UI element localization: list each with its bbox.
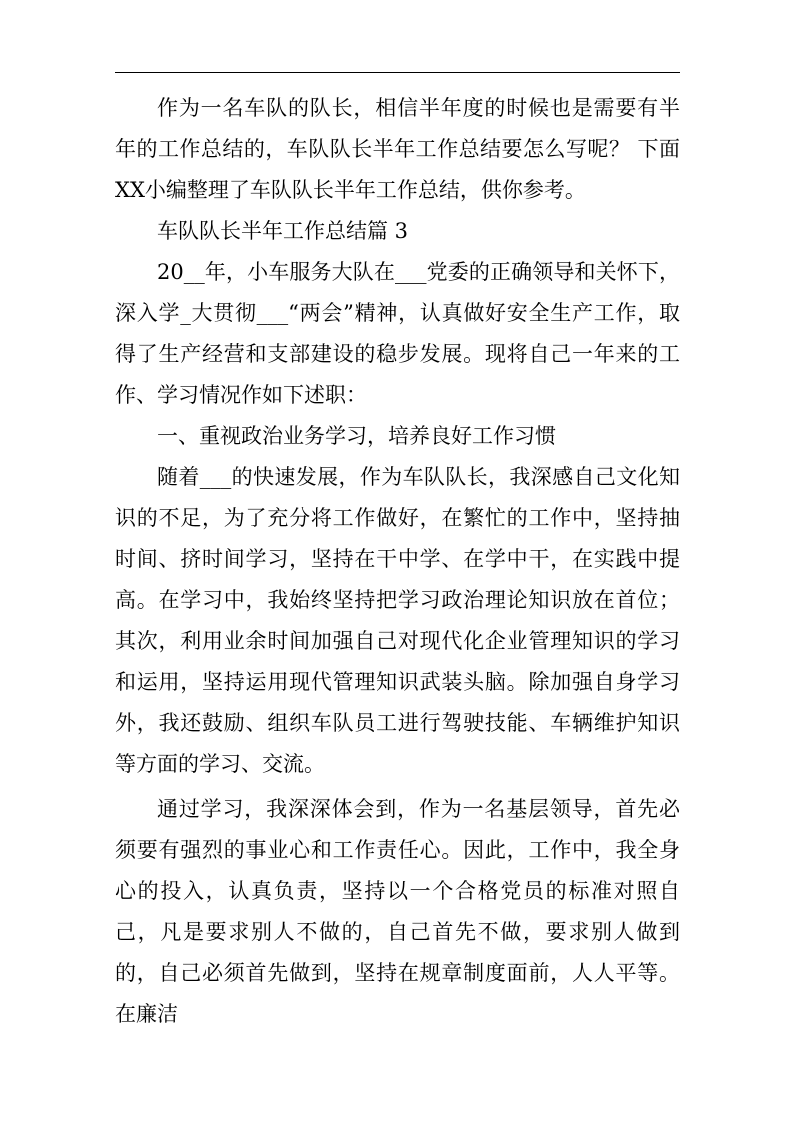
section-title: 车队队长半年工作总结篇 3 [157,219,409,243]
document-body [115,88,680,1035]
overview-paragraph: 20__年，小车服务大队在___党委的正确领导和关怀下，深入学_大贯彻___“两会”精神，认真做好安全生产工作，取得了生产经营和支部建设的稳步发展。现将自己一年来的工作、学习情况作如下述职： [115,260,680,407]
responsibility-paragraph: 通过学习，我深深体会到，作为一名基层领导，首先必须要有强烈的事业心和工作责任心。因此，工作中，我全身心的投入，认真负责，坚持以一个合格党员的标准对照自己，凡是要求别人不做的，自己首先不做，要求别人做到的，自己必须首先做到，坚持在规章制度面前，人人平等。在廉洁 [115,797,680,1026]
heading-political-study: 一、重视政治业务学习，培养良好工作习惯 [157,424,556,448]
study-paragraph: 随着___的快速发展，作为车队队长，我深感自己文化知识的不足，为了充分将工作做好，在繁忙的工作中，坚持抽时间、挤时间学习，坚持在干中学、在学中干，在实践中提高。在学习中，我始终坚持把学习政治理论知识放在首位；其次，利用业余时间加强自己对现代化企业管理知识的学习和运用，坚持运用现代管理知识武装头脑。除加强自身学习外，我还鼓励、组织车队员工进行驾驶技能、车辆维护知识等方面的学习、交流。 [115,465,680,776]
intro-paragraph: 作为一名车队的队长，相信半年度的时候也是需要有半年的工作总结的，车队队长半年工作总结要怎么写呢？ 下面XX小编整理了车队队长半年工作总结，供你参考。 [115,96,680,202]
header-rule [115,72,680,73]
